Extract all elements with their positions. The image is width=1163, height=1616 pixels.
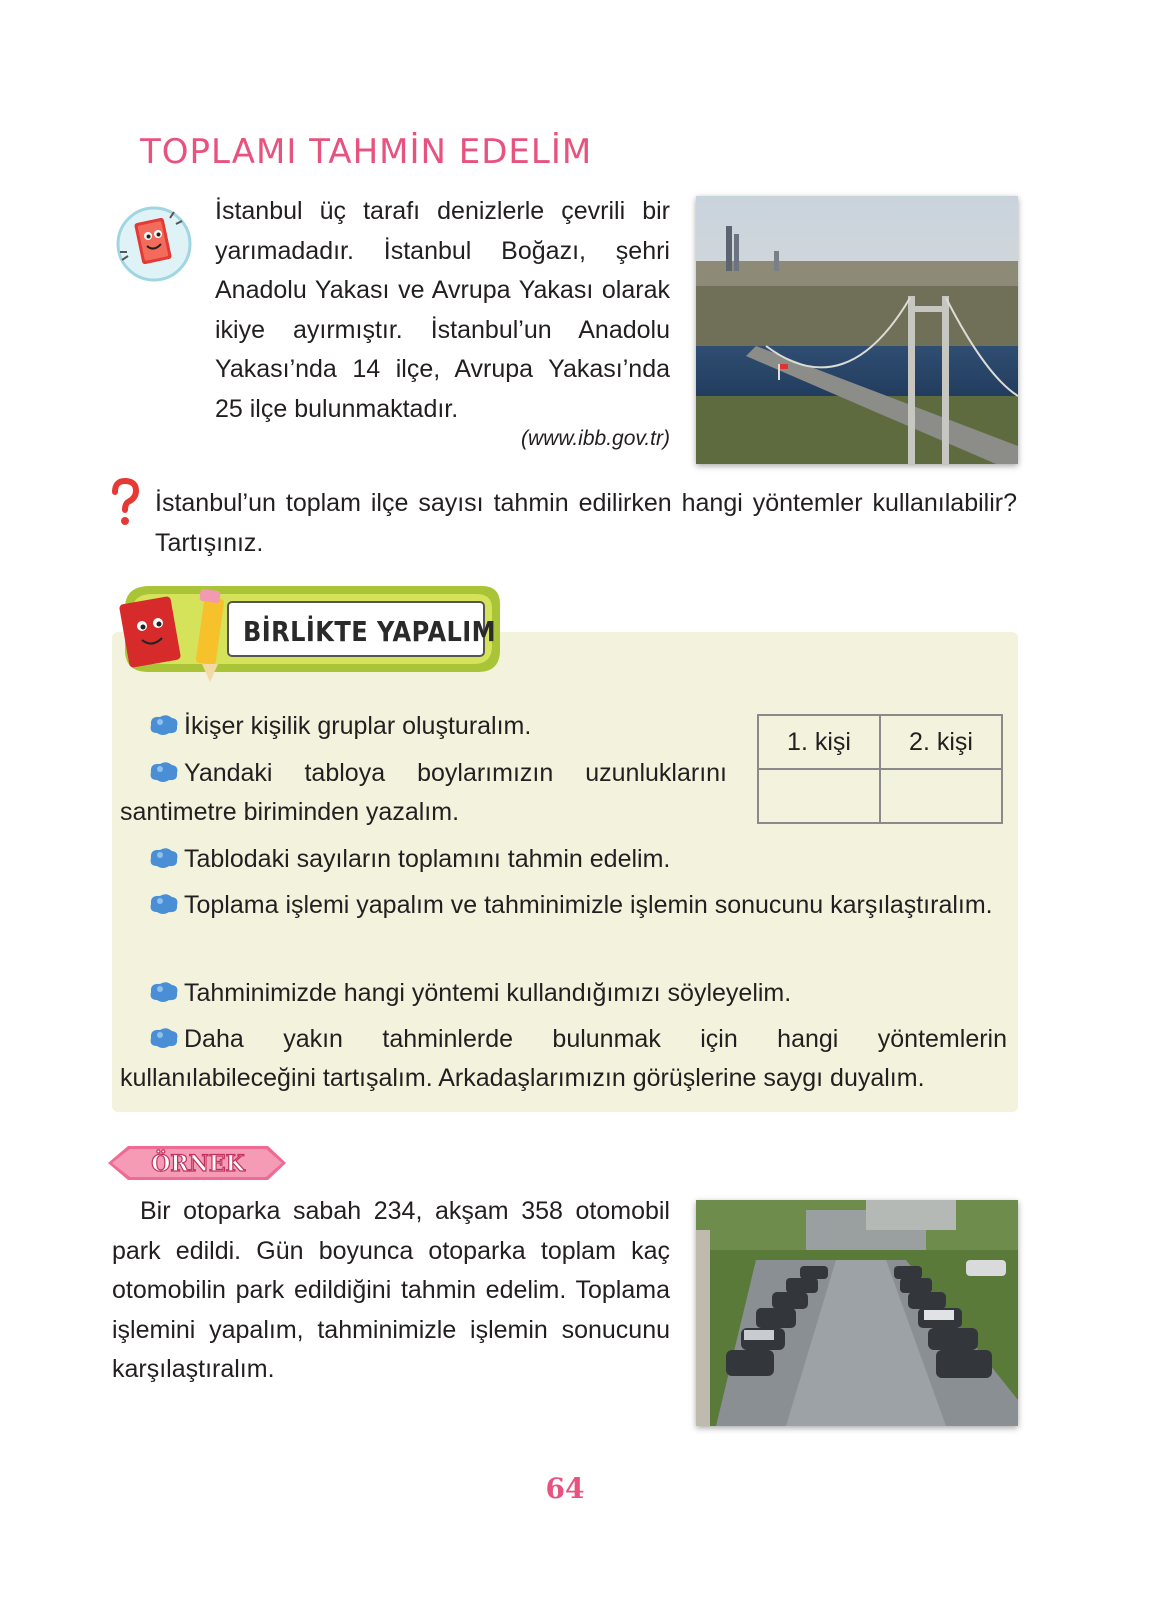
source-citation: (www.ibb.gov.tr) — [521, 427, 670, 450]
activity-item — [148, 974, 1008, 1013]
ornek-badge — [108, 1140, 288, 1186]
discussion-question: İstanbul’un toplam ilçe sayısı tahmin edilirken hangi yöntemler kullanılabilir? Tartışınız. — [155, 489, 1017, 557]
page-title: TOPLAMI TAHMİN EDELİM — [140, 132, 593, 172]
blue-splash-bullet-icon — [148, 892, 180, 916]
blue-splash-bullet-icon — [148, 713, 180, 737]
activity-item — [148, 707, 748, 746]
activity-item-text: İkişer kişilik gruplar oluşturalım. — [184, 712, 532, 740]
blue-splash-bullet-icon — [148, 980, 180, 1004]
table-header-person-2: 2. kişi — [880, 715, 1002, 769]
activity-item-text: Daha yakın tahminlerde bulunmak için hangi yöntemlerin kullanılabileceğini tartışalım. Arkadaşlarımızın görüşlerine saygı duyalım. — [120, 1025, 1007, 1092]
table-cell-person-2 — [880, 769, 1002, 823]
intro-paragraph: İstanbul üç tarafı denizlerle çevrili bir yarımadadır. İstanbul Boğazı, şehri Anadolu Yakası ve Avrupa Yakası olarak ikiye ayırmıştır. İstanbul’un Anadolu Yakası’nda 14 ilçe, Avrupa Yakası’nda 25 ilçe bulunmaktadır. — [215, 197, 670, 423]
activity-item — [148, 840, 1008, 879]
activity-item — [120, 754, 727, 832]
height-table — [757, 714, 1003, 824]
activity-banner-label: BİRLİKTE YAPALIM — [243, 615, 497, 648]
parking-lot-photo — [696, 1200, 1018, 1426]
blue-splash-bullet-icon — [148, 846, 180, 870]
question-mark-icon — [110, 478, 140, 528]
bosphorus-bridge-photo — [696, 196, 1018, 464]
example-paragraph: Bir otoparka sabah 234, akşam 358 otomobil park edildi. Gün boyunca otoparka toplam kaç otomobilin park edildiğini tahmin edelim. Toplama işlemini yapalım, tahminimizle işlemin sonucunu karşılaştıralım. — [112, 1197, 670, 1383]
page-number: 64 — [545, 1472, 585, 1505]
notebook-character-icon — [110, 200, 198, 288]
blue-splash-bullet-icon — [148, 760, 180, 784]
ornek-badge-label: ÖRNEK — [151, 1151, 245, 1177]
table-cell-person-1 — [758, 769, 880, 823]
activity-item — [120, 1020, 1007, 1098]
activity-item-text: Yandaki tabloya boylarımızın uzunluklarını santimetre biriminden yazalım. — [120, 759, 727, 826]
table-header-person-1: 1. kişi — [758, 715, 880, 769]
blue-splash-bullet-icon — [148, 1026, 180, 1050]
activity-item-text: Toplama işlemi yapalım ve tahminimizle işlemin sonucunu karşılaştıralım. — [184, 891, 993, 919]
activity-item-text: Tahminimizde hangi yöntemi kullandığımızı söyleyelim. — [184, 979, 792, 1007]
activity-item — [120, 886, 1007, 925]
activity-item-text: Tablodaki sayıların toplamını tahmin edelim. — [184, 845, 671, 873]
